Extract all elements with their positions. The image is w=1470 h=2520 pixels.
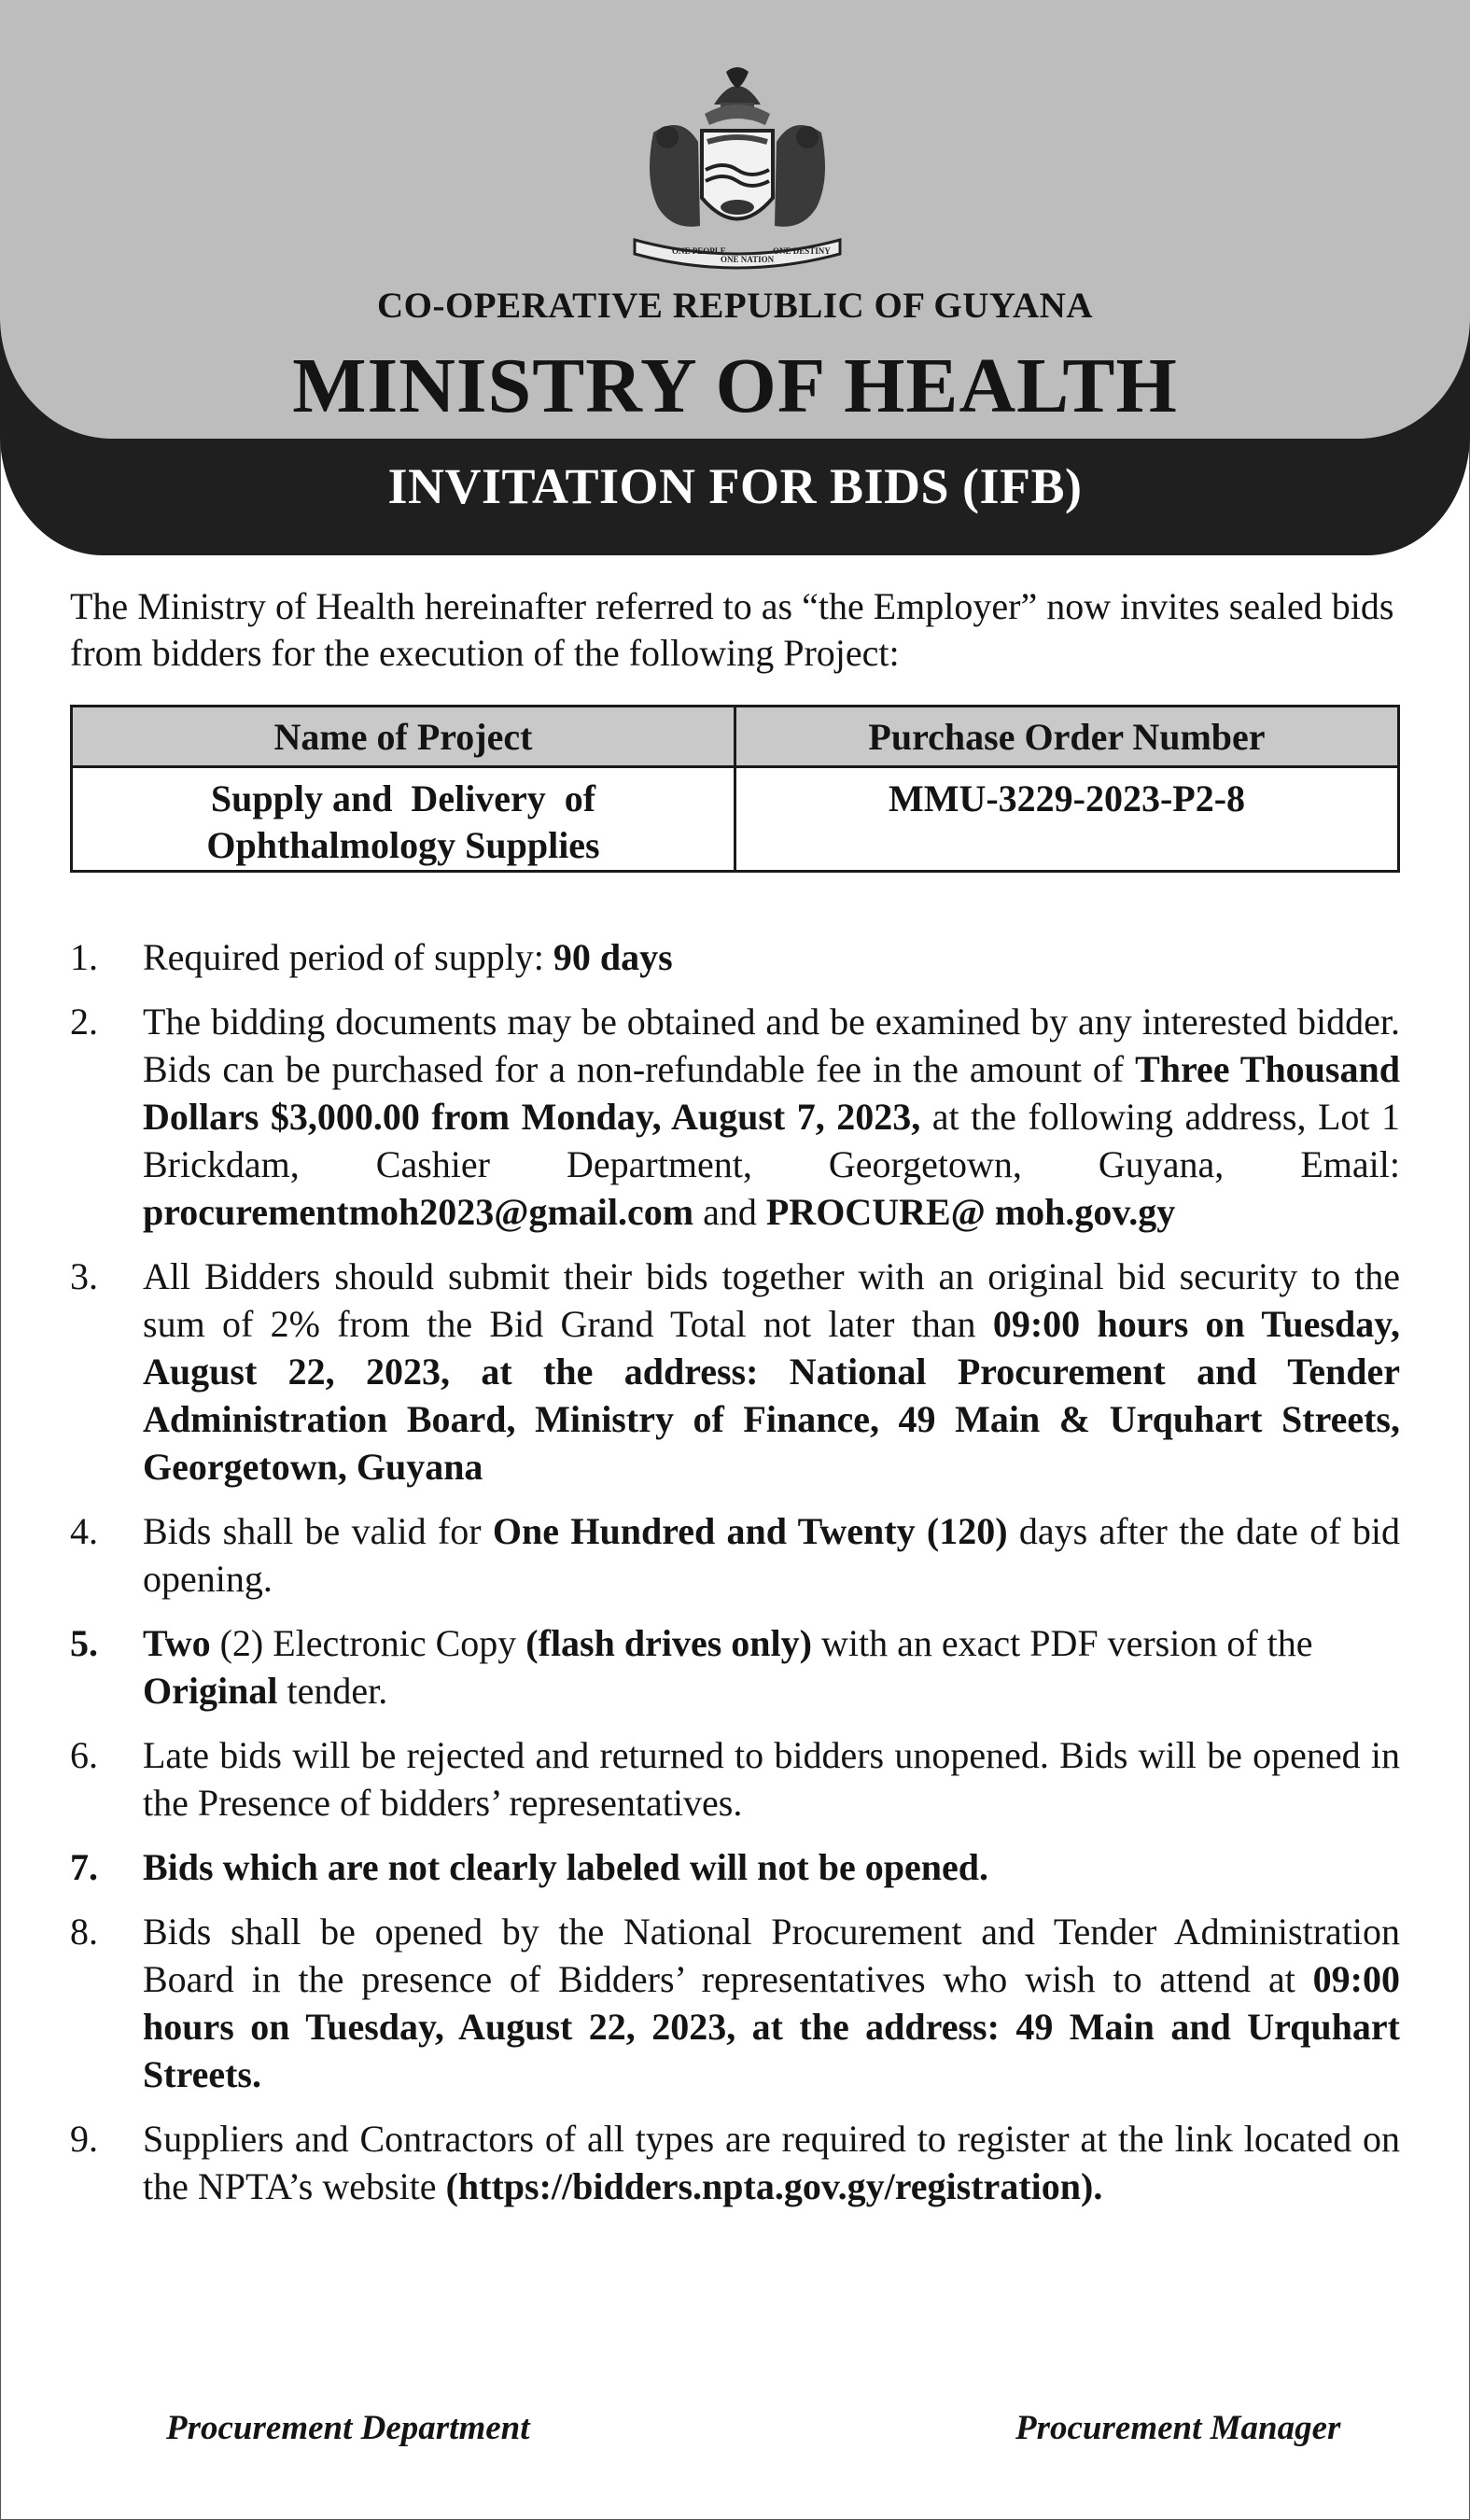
text-run: and	[693, 1191, 766, 1233]
project-name-line-2: Ophthalmology Supplies	[206, 824, 600, 866]
ministry-title: MINISTRY OF HEALTH	[292, 343, 1178, 429]
bold-run: 09:00 hours on Tuesday, August 22, 2023, at the address: National Procurement and Tender Administration Board, Ministry of Finance, 49 Main & Urquhart Streets, Georgetown, Guyana	[143, 1303, 1400, 1488]
bold-run: Three Thousand Dollars $3,000.00 from Monday, August 7, 2023,	[143, 1048, 1400, 1138]
project-table-row	[72, 767, 1399, 872]
text-run: with an exact PDF version of the	[811, 1622, 1313, 1664]
item-number: 8.	[70, 1911, 98, 1953]
bold-run: One Hundred and Twenty (120)	[492, 1510, 1008, 1552]
header-name-of-project: Name of Project	[72, 707, 735, 767]
bold-run: 90 days	[553, 936, 673, 978]
email-link[interactable]: PROCURE@ moh.gov.gy	[765, 1191, 1176, 1233]
signature-procurement-department: Procurement Department	[166, 2409, 530, 2447]
item-number: 4.	[70, 1510, 98, 1552]
project-name-line-1: Supply and Delivery of	[210, 777, 596, 819]
item-number: 7.	[70, 1846, 98, 1888]
text-run: Bids shall be opened by the National Procurement and Tender Administration Board in the presence of Bidders’ representatives who wish to attend at	[143, 1911, 1400, 2000]
text-run: Suppliers and Contractors of all types are required to register at the link located on the NPTA’s website	[143, 2118, 1400, 2207]
po-number-cell: MMU-3229-2023-P2-8	[735, 767, 1399, 872]
list-item	[70, 998, 1400, 1236]
item-text	[143, 1908, 1400, 2098]
text-run: days after the date of bid opening.	[143, 1510, 1400, 1600]
item-number: 2.	[70, 1001, 98, 1043]
item-text	[143, 1619, 1400, 1715]
header-purchase-order-number: Purchase Order Number	[735, 707, 1399, 767]
motto-text-left: ONE PEOPLE	[672, 246, 726, 256]
motto-text-center: ONE NATION	[721, 255, 775, 264]
item-number: 3.	[70, 1255, 98, 1297]
country-name: CO-OPERATIVE REPUBLIC OF GUYANA	[376, 286, 1094, 326]
project-name-cell	[72, 767, 735, 872]
item-text	[143, 998, 1400, 1236]
list-item	[70, 1731, 1400, 1827]
list-item	[70, 1843, 1400, 1891]
list-item	[70, 1908, 1400, 2098]
item-text	[143, 1507, 1400, 1603]
item-text	[143, 1731, 1400, 1827]
notice-title: INVITATION FOR BIDS (IFB)	[387, 458, 1083, 514]
list-item	[70, 1253, 1400, 1491]
text-run: (2) Electronic Copy	[210, 1622, 526, 1664]
motto-text-right: ONE DESTINY	[773, 246, 831, 256]
item-text	[143, 2115, 1400, 2210]
item-number: 5.	[70, 1622, 98, 1664]
list-item	[70, 2115, 1400, 2210]
bold-run: Bids which are not clearly labeled will not be opened.	[143, 1846, 988, 1888]
bold-run: Original	[143, 1670, 278, 1712]
item-number: 9.	[70, 2118, 98, 2160]
text-run: Required period of supply:	[143, 936, 553, 978]
bold-run: 09:00 hours on Tuesday, August 22, 2023, at the address: 49 Main and Urquhart Streets.	[143, 1958, 1400, 2095]
list-item	[70, 1619, 1400, 1715]
item-number: 6.	[70, 1734, 98, 1776]
email-link[interactable]: procurementmoh2023@gmail.com	[143, 1191, 694, 1233]
item-text	[143, 1253, 1400, 1491]
text-run: Bids shall be valid for	[143, 1510, 493, 1552]
bold-run: Two	[143, 1622, 211, 1664]
item-text	[143, 933, 1400, 981]
item-text	[143, 1843, 1400, 1891]
guyana-coat-of-arms-emblem	[616, 67, 859, 273]
bold-run: (flash drives only)	[525, 1622, 812, 1664]
text-run: All Bidders should submit their bids together with an original bid security to the sum of 2% from the Bid Grand Total not later than	[143, 1255, 1400, 1345]
text-run: at the following address, Lot 1 Brickdam, Cashier Department, Georgetown, Guyana, Email:	[143, 1096, 1400, 1185]
signature-procurement-manager: Procurement Manager	[1015, 2409, 1341, 2447]
item-number: 1.	[70, 936, 98, 978]
list-item	[70, 933, 1400, 981]
project-table-header-row	[72, 707, 1399, 767]
list-item	[70, 1507, 1400, 1603]
project-table	[70, 705, 1400, 873]
text-run: Late bids will be rejected and returned to bidders unopened. Bids will be opened in the Presence of bidders’ representatives.	[143, 1734, 1400, 1824]
conditions-list	[70, 933, 1400, 2227]
intro-paragraph: The Ministry of Health hereinafter referred to as “the Employer” now invites sealed bids from bidders for the execution of the following Project:	[70, 585, 1394, 674]
registration-link[interactable]: (https://bidders.npta.gov.gy/registration).	[445, 2165, 1103, 2207]
text-run: tender.	[277, 1670, 388, 1712]
text-run: The bidding documents may be obtained and be examined by any interested bidder. Bids can be purchased for a non-refundable fee in the amount of	[143, 1001, 1400, 1090]
